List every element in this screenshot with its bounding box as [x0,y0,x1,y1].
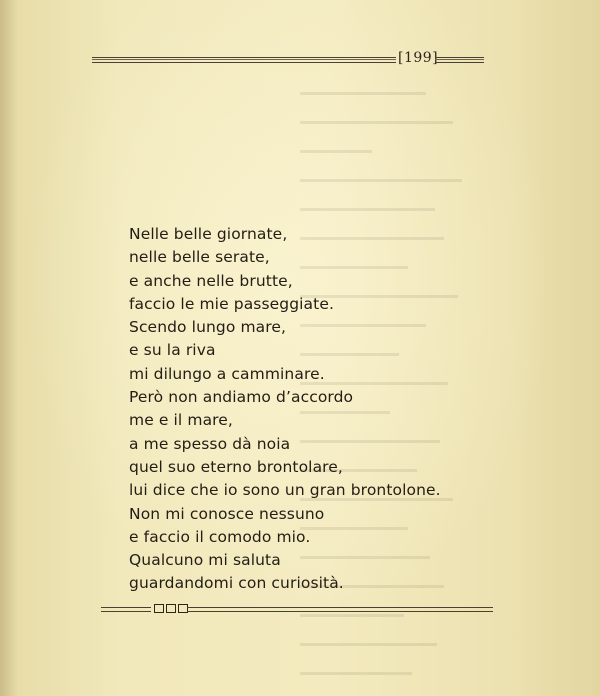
poem-line: Scendo lungo mare, [129,318,287,337]
header-rule-left [92,57,396,63]
poem-line: e su la riva [129,341,216,360]
header-rule [92,50,484,67]
header-rule-right [435,57,484,63]
footer-ornament [101,602,493,616]
poem-line: Qualcuno mi saluta [129,551,281,570]
footer-rule-right [187,607,493,612]
poem-line: e anche nelle brutte, [129,271,293,290]
footer-box-ornament [154,604,188,613]
poem-line: me e il mare, [129,411,233,430]
poem-line: Però non andiamo d’accordo [129,388,354,407]
poem [129,223,441,596]
ornament-box [166,604,176,613]
poem-line: quel suo eterno brontolare, [129,457,343,476]
footer-rule-left [101,607,151,612]
poem-line: nelle belle serate, [129,248,270,267]
page-number: [199] [398,50,439,66]
poem-line: Nelle belle giornate, [129,225,288,243]
poem-line: a me spesso dà noia [129,434,291,453]
page-binding-shadow [0,0,18,696]
ornament-box [154,604,164,613]
poem-line: Non mi conosce nessuno [129,504,325,523]
poem-line: mi dilungo a camminare. [129,364,325,383]
poem-line: guardandomi con curiosità. [129,574,344,593]
poem-line: lui dice che io sono un gran brontolone. [129,481,441,500]
poem-line: e faccio il comodo mio. [129,527,311,546]
poem-line: faccio le mie passeggiate. [129,294,335,313]
